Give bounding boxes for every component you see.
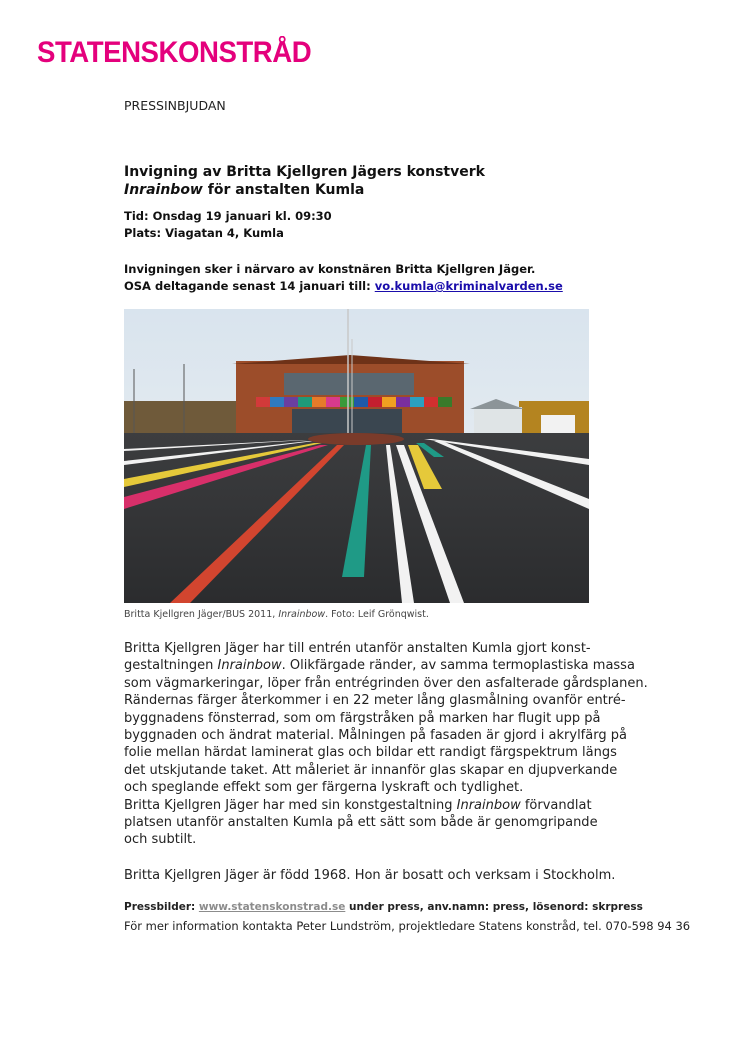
body-text [124, 640, 664, 849]
caption-suffix: . Foto: Leif Grönqwist. [325, 609, 429, 620]
body-line: platsen utanför anstalten Kumla på ett sätt som både är genomgripande [124, 815, 598, 831]
caption-work-name: Inrainbow [278, 609, 326, 620]
body-line: folie mellan härdat laminerat glas och bildar ett randigt färgspektrum längs [124, 745, 617, 761]
body-line: och subtilt. [124, 832, 197, 848]
press-website-link[interactable]: www.statenskonstrad.se [198, 901, 346, 913]
body-line: det utskjutande taket. Att måleriet är innanför glas skapar en djupverkande [124, 762, 618, 778]
invitation-notice [124, 261, 563, 295]
press-images-info [124, 901, 643, 913]
artist-bio: Britta Kjellgren Jäger är född 1968. Hon är bosatt och verksam i Stockholm. [124, 868, 616, 883]
title-line-1: Invigning av Britta Kjellgren Jägers konstverk [124, 164, 485, 180]
photo-caption [124, 609, 429, 620]
body-paragraph-1 [124, 640, 664, 849]
artwork-photo-illustration [124, 309, 589, 603]
title-line-2-rest: för anstalten Kumla [202, 182, 365, 198]
body-line: byggnadens fönsterrad, som om färgstråken på marken har flugit upp på [124, 710, 601, 726]
notice-line-2 [124, 278, 563, 295]
document-kicker: PRESSINBJUDAN [124, 98, 226, 113]
body-work-name: Inrainbow [456, 797, 521, 813]
body-line: . Olikfärgade ränder, av samma termoplastiska massa [281, 658, 635, 674]
event-time: Tid: Onsdag 19 januari kl. 09:30 [124, 209, 332, 223]
event-details [124, 208, 332, 242]
event-place: Plats: Viagatan 4, Kumla [124, 226, 284, 240]
body-line: gestaltningen [124, 658, 218, 674]
body-line: Britta Kjellgren Jäger har med sin konstgestaltning [124, 797, 457, 813]
body-line: Rändernas färger återkommer i en 22 meter lång glasmålning ovanför entré- [124, 693, 626, 709]
body-line: byggnaden och ändrat material. Målningen på fasaden är gjord i akrylfärg på [124, 728, 627, 744]
title-work-name: Inrainbow [124, 182, 203, 198]
caption-prefix: Britta Kjellgren Jäger/BUS 2011, [124, 609, 279, 620]
rsvp-email-link[interactable]: vo.kumla@kriminalvarden.se [374, 279, 563, 293]
press-prefix: Pressbilder: [124, 901, 199, 913]
rsvp-text: OSA deltagande senast 14 januari till: [124, 279, 375, 293]
title-line-2 [124, 181, 485, 199]
statens-konstrad-logo: STATENSKONSTRÅD [37, 36, 312, 69]
press-suffix: under press, anv.namn: press, lösenord: skrpress [345, 901, 643, 913]
body-line: förvandlat [520, 797, 592, 813]
page-title [124, 163, 485, 199]
body-line: som vägmarkeringar, löper från entrégrinden över den asfalterade gårdsplanen. [124, 675, 648, 691]
body-work-name: Inrainbow [217, 658, 282, 674]
body-line: Britta Kjellgren Jäger har till entrén utanför anstalten Kumla gjort konst- [124, 641, 591, 656]
notice-line-1: Invigningen sker i närvaro av konstnären Britta Kjellgren Jäger. [124, 262, 536, 276]
artwork-photo [124, 309, 589, 603]
body-line: och speglande effekt som ger färgerna lyskraft och tydlighet. [124, 780, 524, 796]
contact-info: För mer information kontakta Peter Lundström, projektledare Statens konstråd, tel. 070-598 94 36 [124, 919, 691, 933]
